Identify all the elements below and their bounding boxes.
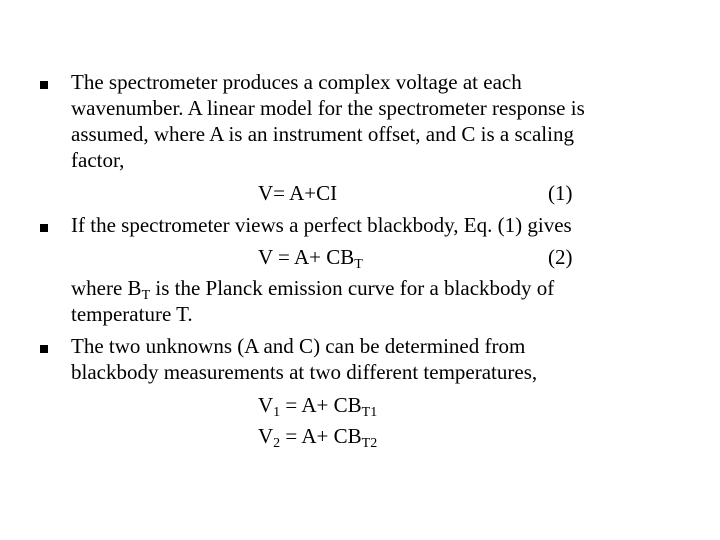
bullet-marker [40, 81, 48, 89]
equation-1: V= A+CI [258, 181, 338, 205]
bullet1-line4: factor, [71, 148, 125, 172]
bullet1-line1: The spectrometer produces a complex voltage at each [71, 70, 522, 94]
bullet-marker [40, 224, 48, 232]
bullet1-line3: assumed, where A is an instrument offset, and C is a scaling [71, 122, 574, 146]
bullet-marker [40, 345, 48, 353]
equation-2-number: (2) [548, 245, 573, 269]
bullet2-line1: If the spectrometer views a perfect blackbody, Eq. (1) gives [71, 213, 572, 237]
bullet2-where-line2: temperature T. [71, 302, 193, 326]
equation-3: $V_1 = A+ CB_{T1}$ [258, 393, 378, 420]
bullet2-where-line: where $B_T$ is the Planck emission curve for a blackbody of [71, 276, 555, 303]
equation-2: $V = A+ CB_T$ [258, 245, 363, 272]
bullet3-line2: blackbody measurements at two different temperatures, [71, 360, 538, 384]
equation-1-number: (1) [548, 181, 573, 205]
equation-4: $V_2 = A+ CB_{T2}$ [258, 424, 378, 451]
bullet1-line2: wavenumber. A linear model for the spectrometer response is [71, 96, 585, 120]
bullet3-line1: The two unknowns (A and C) can be determined from [71, 334, 526, 358]
